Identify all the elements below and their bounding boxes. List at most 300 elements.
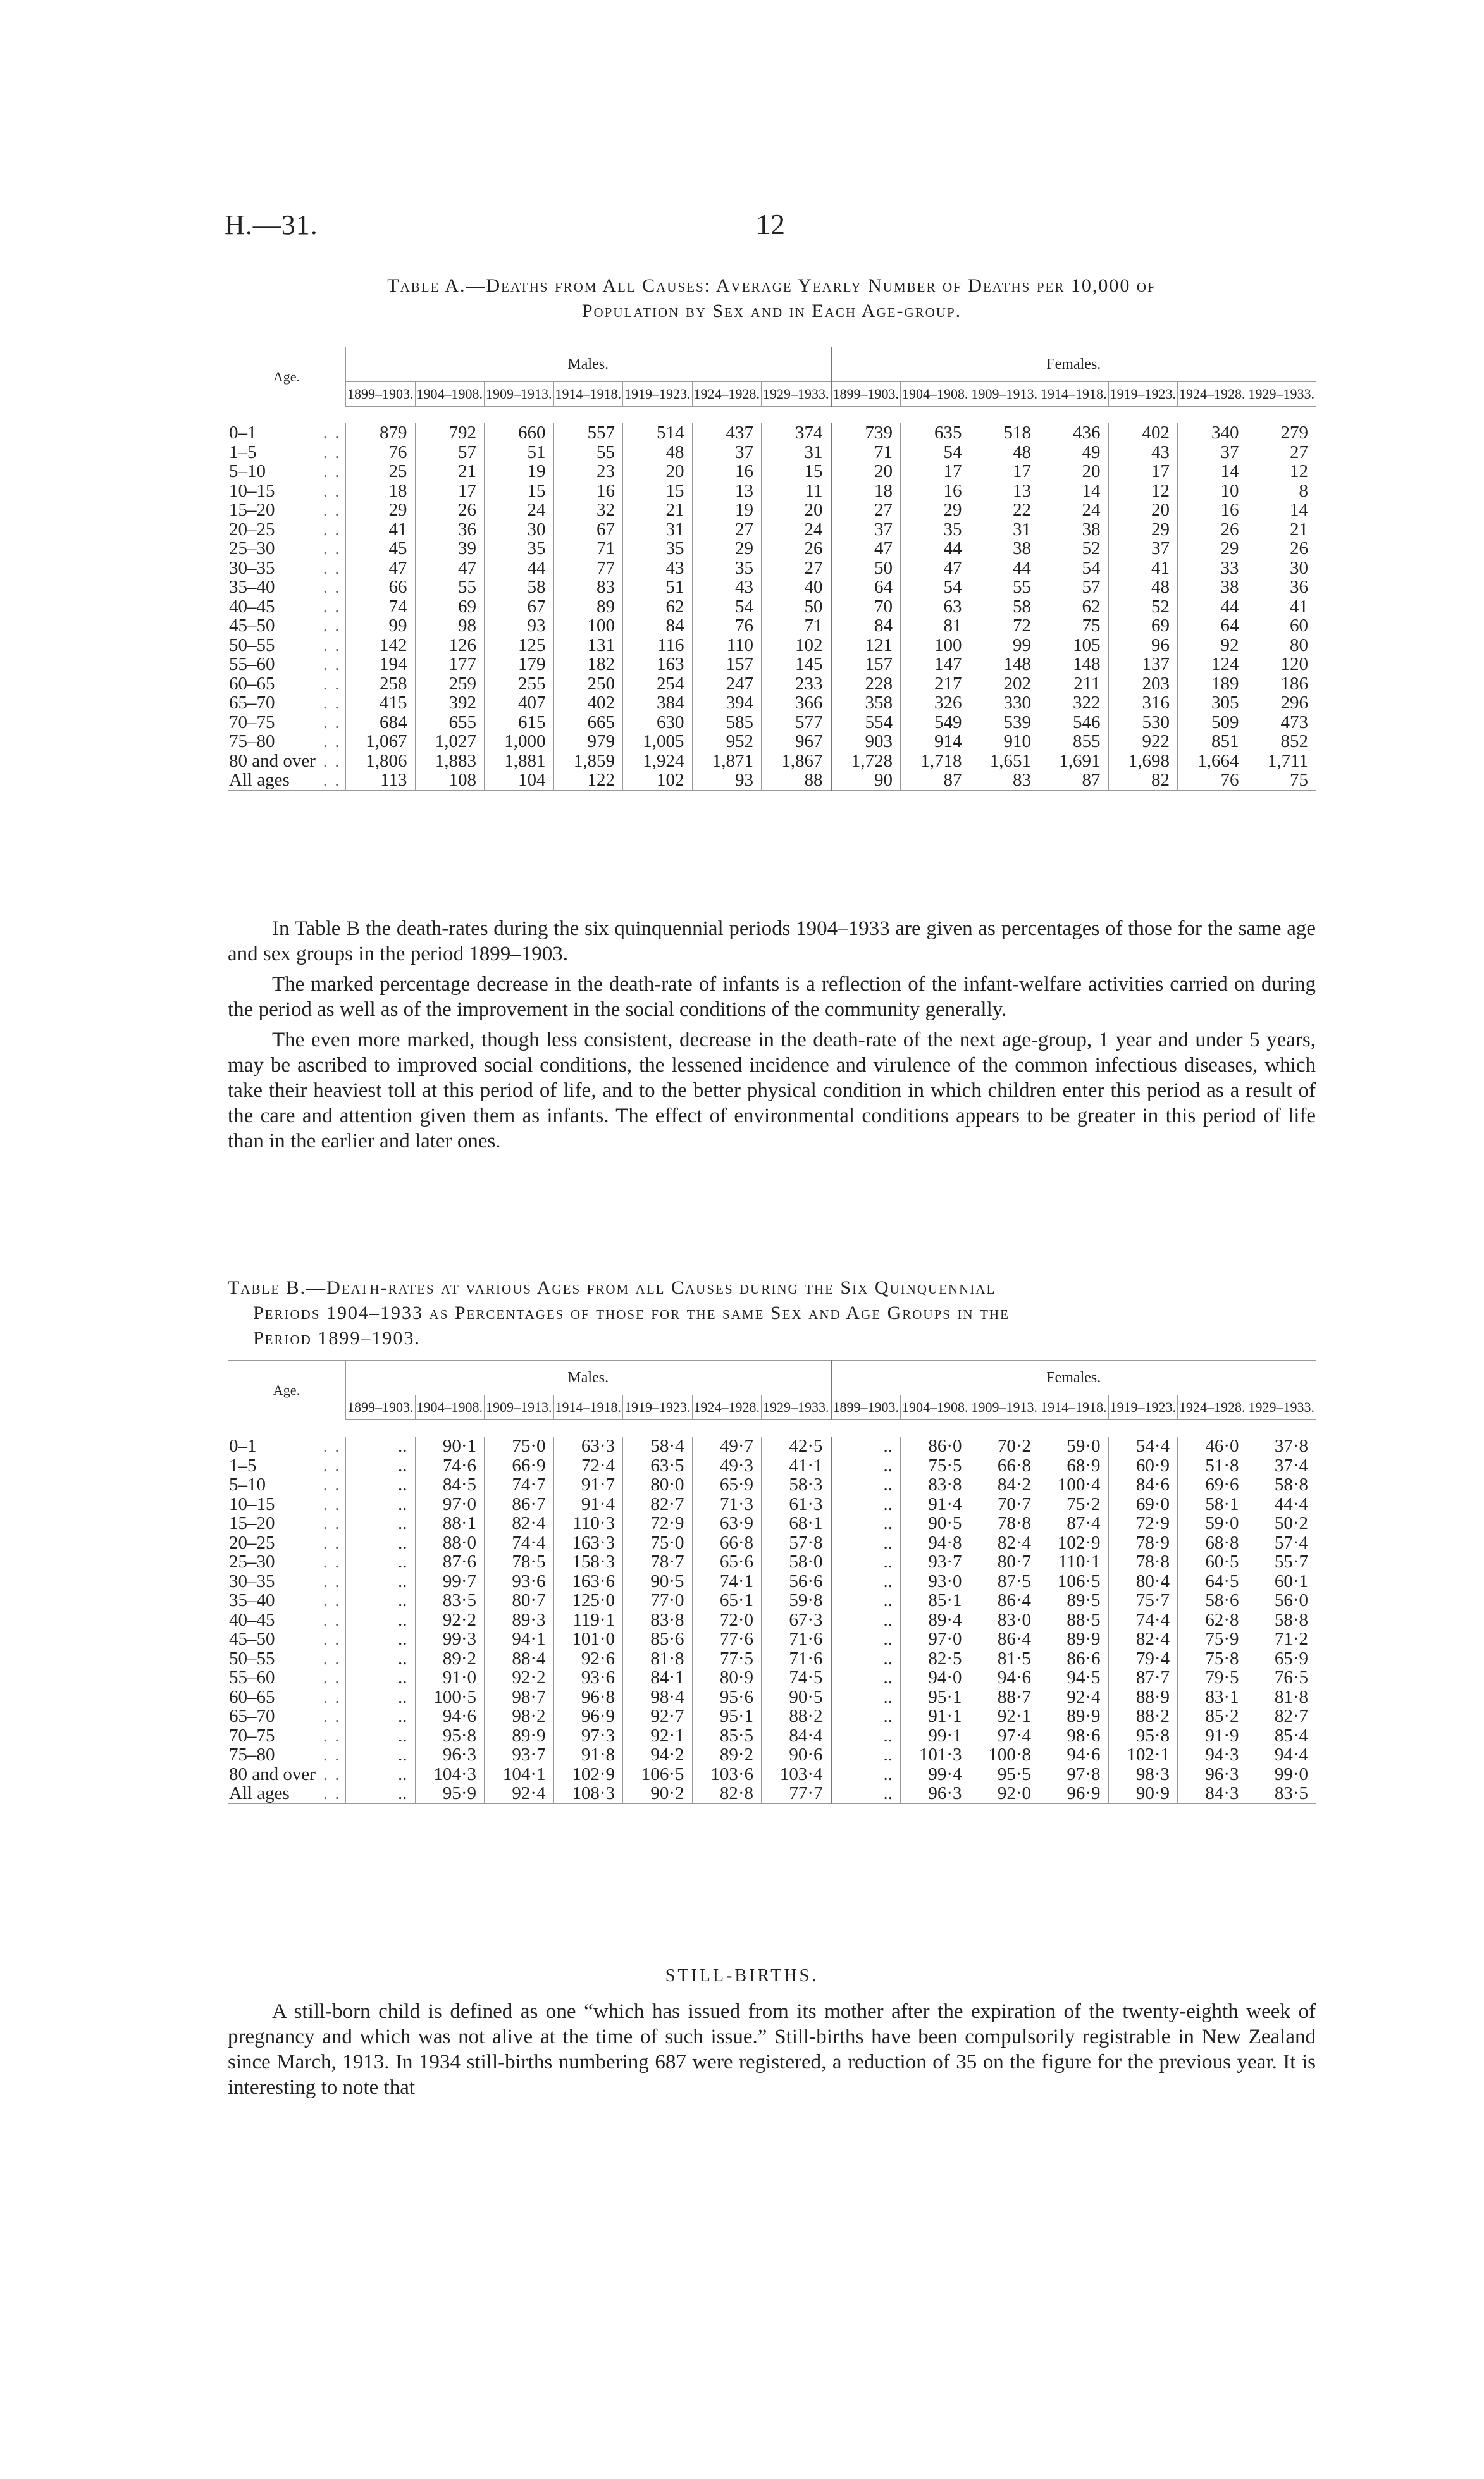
female-value-cell: 75: [1039, 616, 1109, 636]
female-value-cell: 10: [1178, 481, 1247, 501]
female-value-cell: 92·0: [970, 1784, 1039, 1803]
male-value-cell: 43: [623, 559, 693, 578]
age-group-label: 30–35: [229, 1571, 275, 1592]
female-value-cell: 18: [831, 481, 901, 501]
table-row: 60–65 . . 258 259 255 250 254 247 233 228 217 202 211 203 189 186: [228, 674, 1316, 694]
female-value-cell: 37: [1178, 443, 1247, 462]
male-value-cell: 36: [415, 520, 485, 540]
age-group-label: 70–75: [229, 1725, 275, 1746]
female-value-cell: 36: [1247, 578, 1316, 597]
female-value-cell: ..: [831, 1765, 901, 1784]
commentary-text: [228, 916, 1316, 1159]
male-value-cell: 952: [692, 732, 762, 751]
female-value-cell: 58·1: [1178, 1495, 1247, 1514]
female-value-cell: 75·8: [1178, 1649, 1247, 1669]
male-value-cell: 47: [346, 559, 416, 578]
male-value-cell: 407: [485, 693, 554, 713]
female-value-cell: 51·8: [1178, 1456, 1247, 1476]
male-value-cell: 145: [762, 655, 831, 674]
female-value-cell: 90·9: [1108, 1784, 1178, 1803]
female-value-cell: 84·3: [1178, 1784, 1247, 1803]
female-value-cell: 82: [1108, 770, 1178, 790]
female-value-cell: 554: [831, 713, 901, 733]
male-value-cell: 39: [415, 539, 485, 559]
female-value-cell: 92·4: [1039, 1688, 1109, 1707]
male-value-cell: 99·7: [415, 1572, 485, 1592]
table-row: 80 and over . . 1,806 1,883 1,881 1,859 1,924 1,871 1,867 1,728 1,718 1,651 1,691 1,698 1,664 1,711: [228, 751, 1316, 771]
female-value-cell: 20: [1108, 500, 1178, 520]
female-value-cell: 98·6: [1039, 1726, 1109, 1746]
age-column-header: Age.: [228, 1361, 346, 1420]
male-value-cell: 94·6: [415, 1707, 485, 1726]
male-value-cell: 71·6: [762, 1649, 831, 1669]
male-value-cell: 93·7: [485, 1745, 554, 1765]
male-value-cell: 94·1: [485, 1629, 554, 1649]
female-value-cell: 739: [831, 423, 901, 443]
female-value-cell: 86·4: [970, 1629, 1039, 1649]
female-value-cell: 70: [831, 597, 901, 617]
female-value-cell: 1,664: [1178, 751, 1247, 771]
table-row: 25–30 . . 45 39 35 71 35 29 26 47 44 38 52 37 29 26: [228, 539, 1316, 559]
female-value-cell: 58·8: [1247, 1475, 1316, 1495]
male-value-cell: 95·6: [692, 1688, 762, 1707]
table-row: 20–25 . . .. 88·0 74·4 163·3 75·0 66·8 57·8 .. 94·8 82·4 102·9 78·9 68·8 57·4: [228, 1533, 1316, 1553]
table-row: 1–5 . . 76 57 51 55 48 37 31 71 54 48 49 43 37 27: [228, 443, 1316, 462]
male-value-cell: 95·1: [692, 1707, 762, 1726]
female-value-cell: 47: [901, 559, 970, 578]
female-value-cell: 95·5: [970, 1765, 1039, 1784]
male-value-cell: 54: [692, 597, 762, 617]
female-value-cell: 59·0: [1178, 1514, 1247, 1533]
female-period-header: 1899–1903.: [831, 1395, 901, 1420]
male-value-cell: 233: [762, 674, 831, 694]
male-value-cell: 49·3: [692, 1456, 762, 1476]
table-b-caption: [228, 1275, 1316, 1351]
female-value-cell: 35: [901, 520, 970, 540]
male-value-cell: 86·7: [485, 1495, 554, 1514]
male-value-cell: 41: [346, 520, 416, 540]
female-value-cell: 63: [901, 597, 970, 617]
male-value-cell: 55: [553, 443, 623, 462]
male-value-cell: 50: [762, 597, 831, 617]
paragraph: The even more marked, though less consistent, decrease in the death-rate of the next age-group, 1 year and under 5 years, may be ascribed to improved social conditions, the lessened incidence and virulence of the common infectious diseases, which take their heaviest toll at this period of life, and to the better physical condition in which children enter this period as a result of the care and attention given them as infants. The effect of environmental conditions appears to be greater in this period of life than in the earlier and later ones.: [228, 1029, 1316, 1153]
female-value-cell: 855: [1039, 732, 1109, 751]
female-period-header: 1929–1933.: [1247, 1395, 1316, 1420]
male-value-cell: ..: [346, 1495, 416, 1514]
female-period-header: 1929–1933.: [1247, 382, 1316, 407]
male-value-cell: 65·6: [692, 1552, 762, 1572]
male-value-cell: 97·3: [553, 1726, 623, 1746]
male-value-cell: 80·9: [692, 1668, 762, 1688]
male-value-cell: 514: [623, 423, 693, 443]
age-group-label: 45–50: [229, 615, 275, 636]
table-row: 20–25 . . 41 36 30 67 31 27 24 37 35 31 38 29 26 21: [228, 520, 1316, 540]
male-value-cell: 47: [415, 559, 485, 578]
female-value-cell: 71: [831, 443, 901, 462]
male-value-cell: 90·1: [415, 1437, 485, 1456]
table-row: 75–80 . . .. 96·3 93·7 91·8 94·2 89·2 90·6 .. 101·3 100·8 94·6 102·1 94·3 94·4: [228, 1745, 1316, 1765]
male-period-header: 1924–1928.: [692, 382, 762, 407]
male-value-cell: 67: [553, 520, 623, 540]
female-value-cell: 75: [1247, 770, 1316, 790]
male-value-cell: 72·0: [692, 1610, 762, 1630]
female-period-header: 1924–1928.: [1178, 1395, 1247, 1420]
male-value-cell: 49·7: [692, 1437, 762, 1456]
male-value-cell: 92·2: [415, 1610, 485, 1630]
male-period-header: 1929–1933.: [762, 382, 831, 407]
female-value-cell: ..: [831, 1437, 901, 1456]
male-value-cell: 89·9: [485, 1726, 554, 1746]
male-value-cell: 63·3: [553, 1437, 623, 1456]
male-value-cell: 15: [485, 481, 554, 501]
female-value-cell: ..: [831, 1629, 901, 1649]
female-value-cell: ..: [831, 1610, 901, 1630]
female-value-cell: 38: [970, 539, 1039, 559]
male-value-cell: 24: [762, 520, 831, 540]
female-value-cell: 14: [1247, 500, 1316, 520]
female-value-cell: 57: [1039, 578, 1109, 597]
male-value-cell: 74·4: [485, 1533, 554, 1553]
age-group-label: 0–1: [229, 1436, 257, 1456]
female-value-cell: 14: [1039, 481, 1109, 501]
male-value-cell: 66·8: [692, 1533, 762, 1553]
female-value-cell: 530: [1108, 713, 1178, 733]
male-value-cell: ..: [346, 1610, 416, 1630]
male-value-cell: ..: [346, 1668, 416, 1688]
female-value-cell: 26: [1178, 520, 1247, 540]
female-value-cell: 58·6: [1178, 1591, 1247, 1610]
male-value-cell: 177: [415, 655, 485, 674]
female-value-cell: 79·4: [1108, 1649, 1178, 1669]
male-value-cell: 78·7: [623, 1552, 693, 1572]
male-value-cell: 665: [553, 713, 623, 733]
age-group-label: 5–10: [229, 461, 266, 481]
male-value-cell: ..: [346, 1437, 416, 1456]
females-group-header: Females.: [831, 347, 1316, 382]
female-value-cell: 54: [901, 578, 970, 597]
female-value-cell: 509: [1178, 713, 1247, 733]
female-value-cell: 17: [901, 462, 970, 481]
female-value-cell: 75·2: [1039, 1495, 1109, 1514]
male-value-cell: 157: [692, 655, 762, 674]
male-value-cell: 415: [346, 693, 416, 713]
female-value-cell: 203: [1108, 674, 1178, 694]
male-value-cell: 20: [623, 462, 693, 481]
table-a: [228, 347, 1316, 791]
female-value-cell: 76·5: [1247, 1668, 1316, 1688]
female-value-cell: 340: [1178, 423, 1247, 443]
male-value-cell: 630: [623, 713, 693, 733]
male-value-cell: 74·1: [692, 1572, 762, 1592]
male-value-cell: 1,867: [762, 751, 831, 771]
female-value-cell: 62: [1039, 597, 1109, 617]
male-value-cell: 40: [762, 578, 831, 597]
female-period-header: 1919–1923.: [1108, 1395, 1178, 1420]
male-value-cell: 98·4: [623, 1688, 693, 1707]
male-value-cell: 85·6: [623, 1629, 693, 1649]
female-value-cell: 22: [970, 500, 1039, 520]
male-value-cell: 35: [623, 539, 693, 559]
female-value-cell: 922: [1108, 732, 1178, 751]
female-value-cell: 1,691: [1039, 751, 1109, 771]
male-value-cell: 91·7: [553, 1475, 623, 1495]
female-value-cell: 17: [1108, 462, 1178, 481]
male-value-cell: 29: [346, 500, 416, 520]
female-value-cell: ..: [831, 1552, 901, 1572]
age-group-label: 15–20: [229, 1513, 275, 1533]
male-value-cell: 94·2: [623, 1745, 693, 1765]
female-value-cell: 33: [1178, 559, 1247, 578]
male-value-cell: 58: [485, 578, 554, 597]
female-value-cell: 100: [901, 636, 970, 655]
paragraph: The marked percentage decrease in the death-rate of infants is a reflection of the infant-welfare activities carried on during the period as well as of the improvement in the social conditions of the community generally.: [228, 973, 1316, 1021]
male-value-cell: 71: [762, 616, 831, 636]
male-value-cell: 26: [415, 500, 485, 520]
female-value-cell: 99·1: [901, 1726, 970, 1746]
male-value-cell: 74·5: [762, 1668, 831, 1688]
female-value-cell: 78·8: [1108, 1552, 1178, 1572]
female-value-cell: 88·9: [1108, 1688, 1178, 1707]
female-value-cell: 148: [1039, 655, 1109, 674]
male-value-cell: 71: [553, 539, 623, 559]
table-row: All ages . . 113 108 104 122 102 93 88 90 87 83 87 82 76 75: [228, 770, 1316, 790]
female-value-cell: 56·0: [1247, 1591, 1316, 1610]
male-value-cell: 65·1: [692, 1591, 762, 1610]
male-value-cell: 81·8: [623, 1649, 693, 1669]
female-value-cell: 87·4: [1039, 1514, 1109, 1533]
table-row: 1–5 . . .. 74·6 66·9 72·4 63·5 49·3 41·1 .. 75·5 66·8 68·9 60·9 51·8 37·4: [228, 1456, 1316, 1476]
female-value-cell: 137: [1108, 655, 1178, 674]
female-value-cell: 518: [970, 423, 1039, 443]
age-group-label: 75–80: [229, 731, 275, 751]
female-value-cell: 21: [1247, 520, 1316, 540]
document-reference: H.—31.: [225, 209, 318, 240]
male-value-cell: 72·4: [553, 1456, 623, 1476]
female-value-cell: 82·4: [970, 1533, 1039, 1553]
male-value-cell: 1,067: [346, 732, 416, 751]
female-value-cell: 85·4: [1247, 1726, 1316, 1746]
female-value-cell: 81·5: [970, 1649, 1039, 1669]
male-value-cell: 91·4: [553, 1495, 623, 1514]
female-value-cell: 79·5: [1178, 1668, 1247, 1688]
female-value-cell: 60·9: [1108, 1456, 1178, 1476]
female-value-cell: 914: [901, 732, 970, 751]
male-value-cell: 1,027: [415, 732, 485, 751]
female-value-cell: 81: [901, 616, 970, 636]
male-period-header: 1904–1908.: [415, 1395, 485, 1420]
female-value-cell: 29: [901, 500, 970, 520]
male-value-cell: 96·8: [553, 1688, 623, 1707]
female-value-cell: 189: [1178, 674, 1247, 694]
male-value-cell: ..: [346, 1745, 416, 1765]
male-value-cell: 93: [485, 616, 554, 636]
age-group-label: 60–65: [229, 673, 275, 694]
male-value-cell: 51: [623, 578, 693, 597]
female-value-cell: 94·5: [1039, 1668, 1109, 1688]
female-value-cell: 83·1: [1178, 1688, 1247, 1707]
female-value-cell: 473: [1247, 713, 1316, 733]
male-value-cell: 15: [762, 462, 831, 481]
male-value-cell: 75·0: [623, 1533, 693, 1553]
male-value-cell: 122: [553, 770, 623, 790]
male-value-cell: ..: [346, 1649, 416, 1669]
age-group-label: 55–60: [229, 654, 275, 674]
male-value-cell: 43: [692, 578, 762, 597]
age-group-label: 80 and over: [229, 750, 316, 771]
age-column-header: Age.: [228, 347, 346, 407]
male-value-cell: 84·4: [762, 1726, 831, 1746]
male-value-cell: 125·0: [553, 1591, 623, 1610]
table-row: 15–20 . . 29 26 24 32 21 19 20 27 29 22 24 20 16 14: [228, 500, 1316, 520]
male-value-cell: 83·5: [415, 1591, 485, 1610]
female-value-cell: 60·1: [1247, 1572, 1316, 1592]
male-value-cell: 58·3: [762, 1475, 831, 1495]
female-value-cell: 58: [970, 597, 1039, 617]
male-value-cell: 51: [485, 443, 554, 462]
age-group-label: 20–25: [229, 519, 275, 540]
male-value-cell: 163·6: [553, 1572, 623, 1592]
male-value-cell: 35: [692, 559, 762, 578]
female-value-cell: 92: [1178, 636, 1247, 655]
female-value-cell: 44: [901, 539, 970, 559]
stillbirths-heading: STILL-BIRTHS.: [665, 1966, 819, 1986]
female-value-cell: 87: [1039, 770, 1109, 790]
female-value-cell: 54·4: [1108, 1437, 1178, 1456]
female-value-cell: 217: [901, 674, 970, 694]
female-value-cell: 24: [1039, 500, 1109, 520]
male-value-cell: 80·7: [485, 1591, 554, 1610]
female-value-cell: 16: [1178, 500, 1247, 520]
male-value-cell: ..: [346, 1688, 416, 1707]
age-group-label: 1–5: [229, 442, 257, 462]
female-period-header: 1909–1913.: [970, 1395, 1039, 1420]
female-value-cell: 147: [901, 655, 970, 674]
female-value-cell: 70·2: [970, 1437, 1039, 1456]
female-value-cell: ..: [831, 1726, 901, 1746]
male-value-cell: 108: [415, 770, 485, 790]
male-value-cell: 44: [485, 559, 554, 578]
male-value-cell: 99·3: [415, 1629, 485, 1649]
age-group-label: 35–40: [229, 1590, 275, 1610]
male-value-cell: 24: [485, 500, 554, 520]
female-value-cell: 305: [1178, 693, 1247, 713]
age-group-label: 70–75: [229, 712, 275, 733]
male-value-cell: 125: [485, 636, 554, 655]
male-value-cell: 879: [346, 423, 416, 443]
female-value-cell: 29: [1108, 520, 1178, 540]
female-value-cell: ..: [831, 1745, 901, 1765]
table-row: 45–50 . . .. 99·3 94·1 101·0 85·6 77·6 71·6 .. 97·0 86·4 89·9 82·4 75·9 71·2: [228, 1629, 1316, 1649]
female-value-cell: ..: [831, 1784, 901, 1803]
age-group-label: 10–15: [229, 1493, 275, 1514]
female-value-cell: 52: [1039, 539, 1109, 559]
female-value-cell: ..: [831, 1688, 901, 1707]
female-value-cell: 316: [1108, 693, 1178, 713]
female-value-cell: 94·6: [970, 1668, 1039, 1688]
male-value-cell: 116: [623, 636, 693, 655]
female-value-cell: 69·0: [1108, 1495, 1178, 1514]
female-value-cell: 202: [970, 674, 1039, 694]
male-value-cell: 615: [485, 713, 554, 733]
female-value-cell: 110·1: [1039, 1552, 1109, 1572]
female-value-cell: 49: [1039, 443, 1109, 462]
male-value-cell: 78·5: [485, 1552, 554, 1572]
stillbirths-text: [228, 1999, 1316, 2105]
female-value-cell: 86·0: [901, 1437, 970, 1456]
male-value-cell: 163·3: [553, 1533, 623, 1553]
male-value-cell: 1,859: [553, 751, 623, 771]
female-value-cell: 95·1: [901, 1688, 970, 1707]
male-value-cell: 655: [415, 713, 485, 733]
male-value-cell: ..: [346, 1591, 416, 1610]
male-value-cell: 90·6: [762, 1745, 831, 1765]
female-value-cell: 94·4: [1247, 1745, 1316, 1765]
female-value-cell: 186: [1247, 674, 1316, 694]
female-value-cell: 546: [1039, 713, 1109, 733]
female-value-cell: 64·5: [1178, 1572, 1247, 1592]
male-value-cell: 194: [346, 655, 416, 674]
age-group-label: 30–35: [229, 557, 275, 578]
female-value-cell: 1,728: [831, 751, 901, 771]
male-value-cell: 98·2: [485, 1707, 554, 1726]
male-value-cell: 92·4: [485, 1784, 554, 1803]
table-row: 70–75 . . .. 95·8 89·9 97·3 92·1 85·5 84·4 .. 99·1 97·4 98·6 95·8 91·9 85·4: [228, 1726, 1316, 1746]
male-value-cell: 82·4: [485, 1514, 554, 1533]
male-value-cell: 27: [692, 520, 762, 540]
age-group-label: 50–55: [229, 1648, 275, 1669]
male-value-cell: 1,806: [346, 751, 416, 771]
male-value-cell: 577: [762, 713, 831, 733]
male-value-cell: 1,871: [692, 751, 762, 771]
male-value-cell: 110·3: [553, 1514, 623, 1533]
table-row: 0–1 . . 879 792 660 557 514 437 374 739 635 518 436 402 340 279: [228, 423, 1316, 443]
male-value-cell: 66: [346, 578, 416, 597]
male-value-cell: 402: [553, 693, 623, 713]
male-value-cell: 42·5: [762, 1437, 831, 1456]
female-value-cell: 20: [831, 462, 901, 481]
male-value-cell: 25: [346, 462, 416, 481]
table-row: 40–45 . . 74 69 67 89 62 54 50 70 63 58 62 52 44 41: [228, 597, 1316, 617]
male-value-cell: 71·6: [762, 1629, 831, 1649]
female-value-cell: 55·7: [1247, 1552, 1316, 1572]
table-row: 30–35 . . .. 99·7 93·6 163·6 90·5 74·1 56·6 .. 93·0 87·5 106·5 80·4 64·5 60·1: [228, 1572, 1316, 1592]
male-value-cell: 374: [762, 423, 831, 443]
male-period-header: 1899–1903.: [346, 382, 416, 407]
male-value-cell: 15: [623, 481, 693, 501]
age-group-label: 45–50: [229, 1629, 275, 1649]
female-value-cell: ..: [831, 1456, 901, 1476]
female-value-cell: 50: [831, 559, 901, 578]
table-row: 40–45 . . .. 92·2 89·3 119·1 83·8 72·0 67·3 .. 89·4 83·0 88·5 74·4 62·8 58·8: [228, 1610, 1316, 1630]
male-value-cell: 37: [692, 443, 762, 462]
male-period-header: 1919–1923.: [623, 382, 693, 407]
male-value-cell: 98: [415, 616, 485, 636]
male-value-cell: 89·2: [692, 1745, 762, 1765]
age-group-label: 1–5: [229, 1455, 257, 1476]
male-value-cell: 103·4: [762, 1765, 831, 1784]
female-value-cell: 66·8: [970, 1456, 1039, 1476]
male-value-cell: 61·3: [762, 1495, 831, 1514]
male-value-cell: 1,005: [623, 732, 693, 751]
male-value-cell: 77·6: [692, 1629, 762, 1649]
male-value-cell: 74·6: [415, 1456, 485, 1476]
female-value-cell: 83: [970, 770, 1039, 790]
female-value-cell: 30: [1247, 559, 1316, 578]
table-row: 10–15 . . .. 97·0 86·7 91·4 82·7 71·3 61·3 .. 91·4 70·7 75·2 69·0 58·1 44·4: [228, 1495, 1316, 1514]
female-period-header: 1914–1918.: [1039, 1395, 1109, 1420]
male-value-cell: 90·5: [762, 1688, 831, 1707]
male-value-cell: 104·1: [485, 1765, 554, 1784]
